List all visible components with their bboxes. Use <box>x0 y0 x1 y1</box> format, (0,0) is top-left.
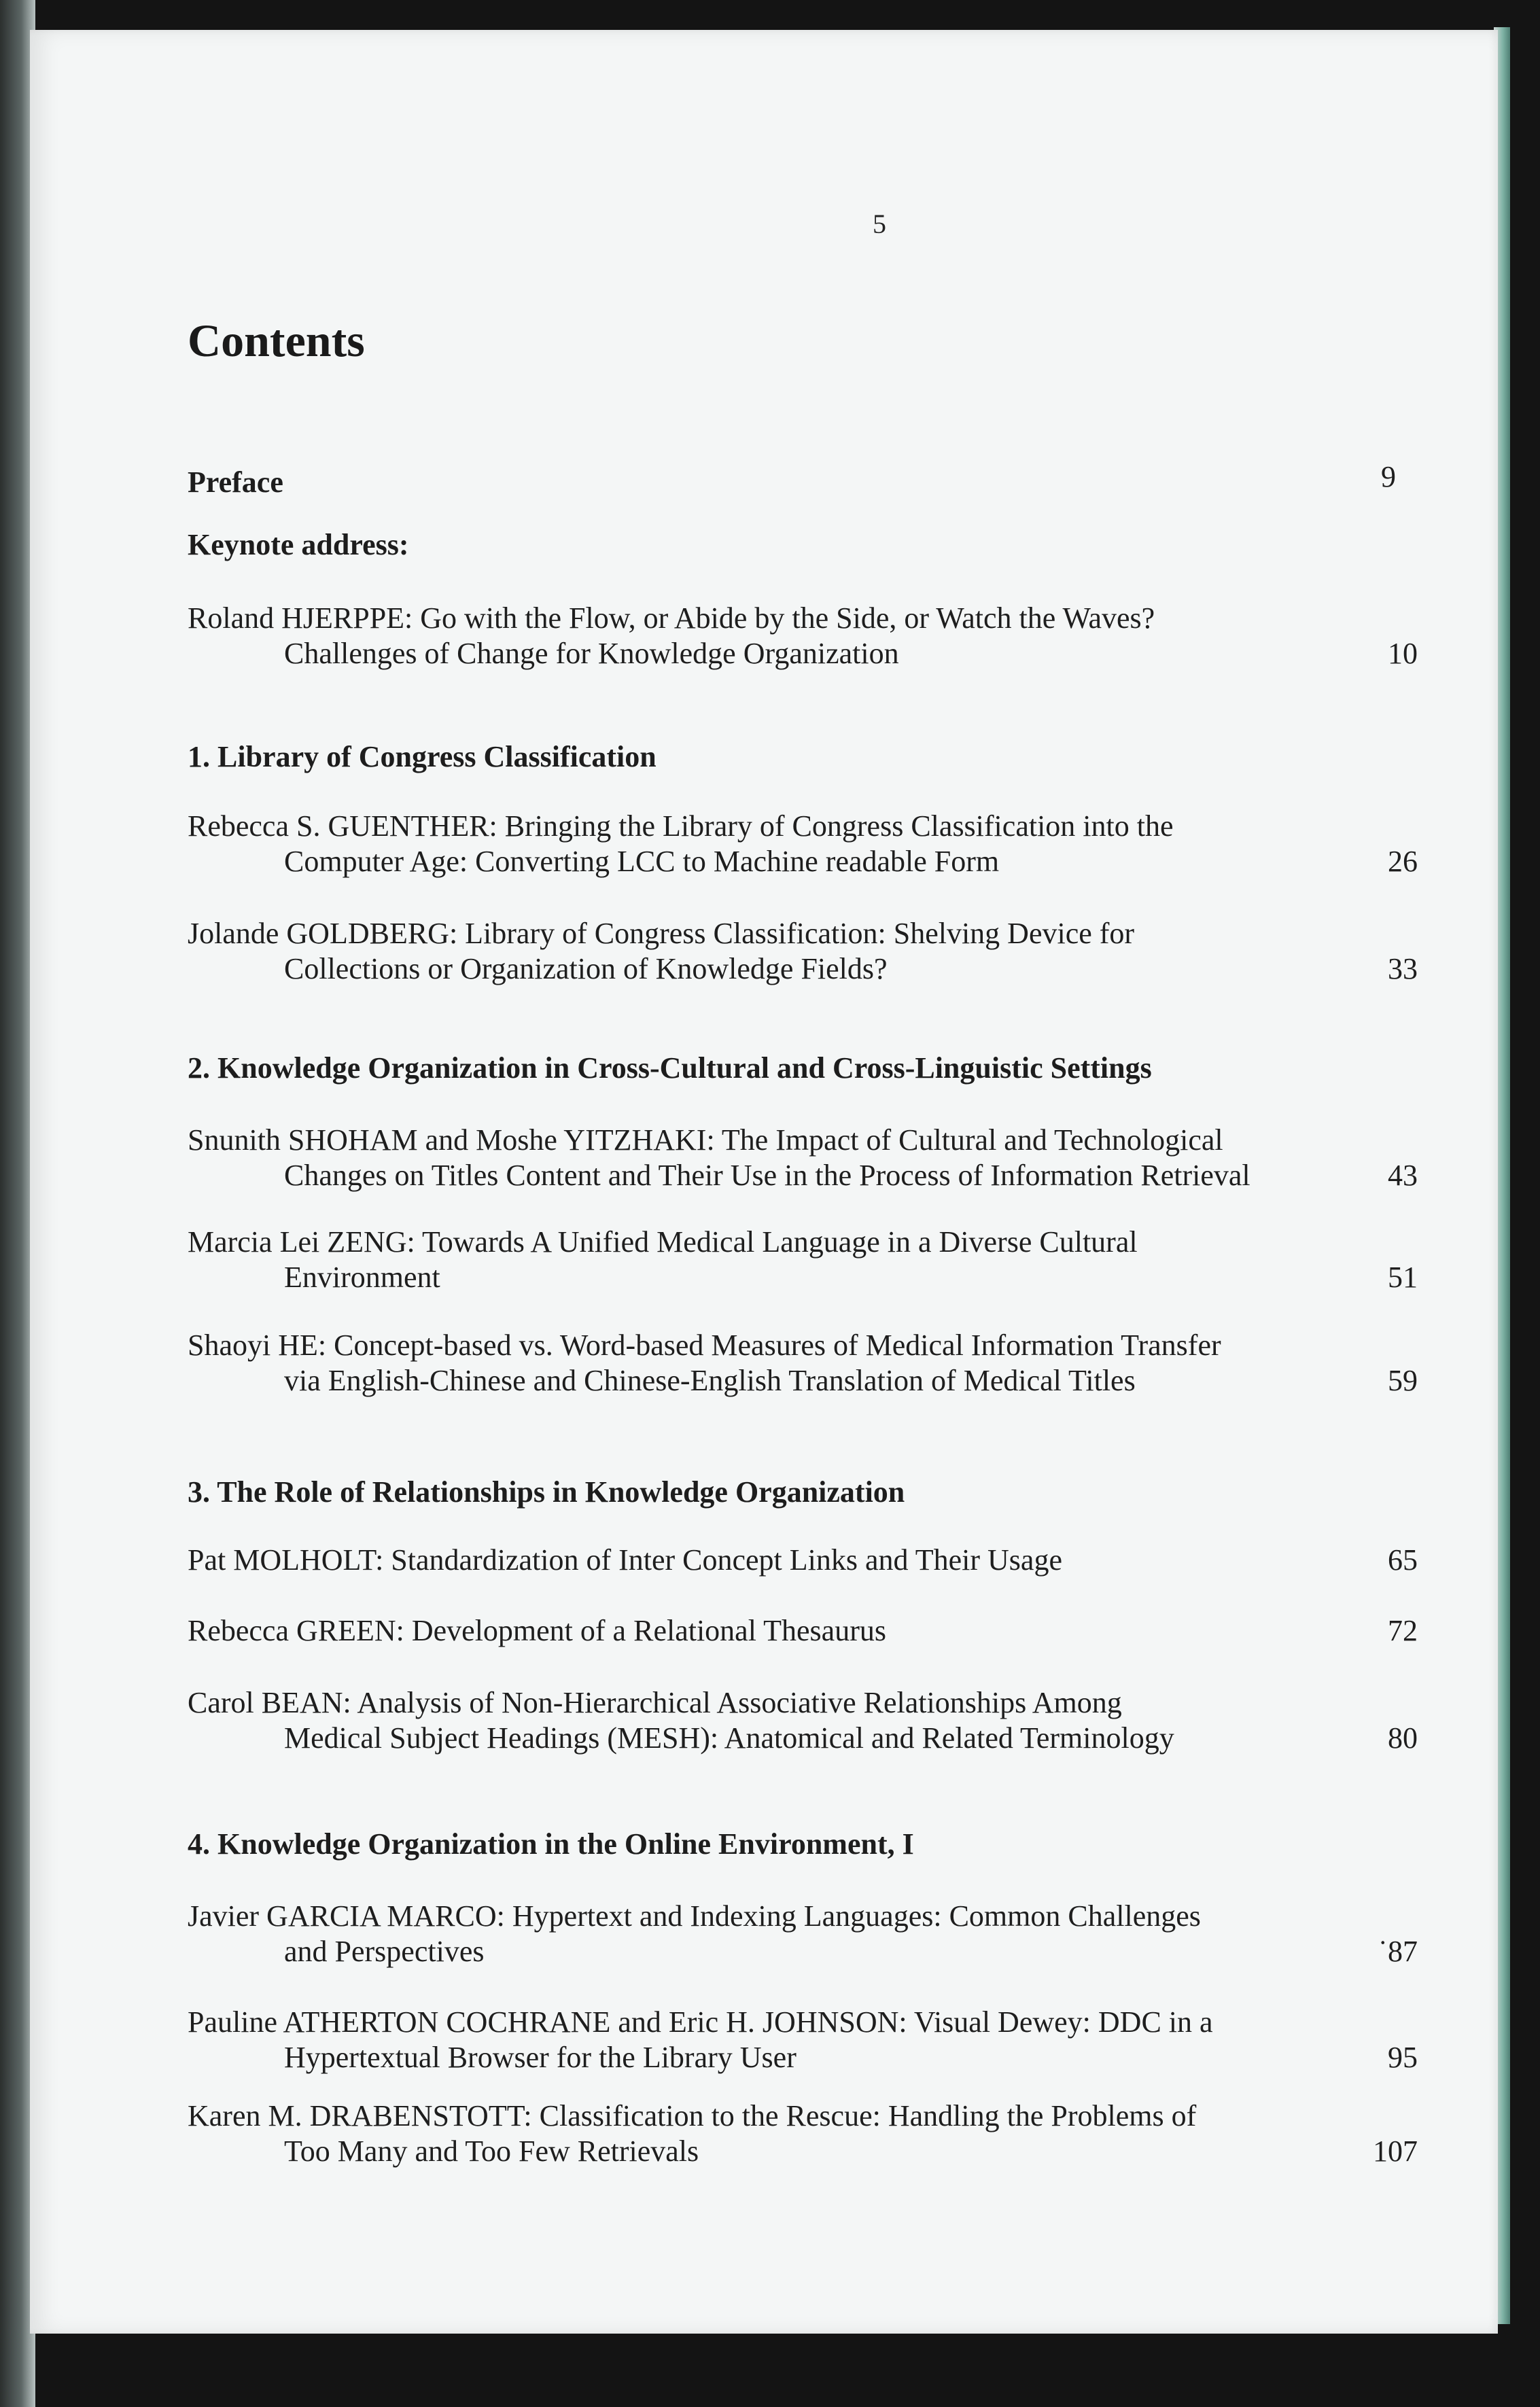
entry-line2: and Perspectives <box>284 1935 485 1968</box>
entry-line2: Hypertextual Browser for the Library User <box>284 2041 797 2074</box>
contents-title: Contents <box>188 315 365 366</box>
entry-line1: Rebecca S. GUENTHER: Bringing the Library of Congress Classification into the <box>188 809 1174 843</box>
entry-line1: Javier GARCIA MARCO: Hypertext and Indexing Languages: Common Challenges <box>188 1899 1201 1933</box>
entry-line2: Environment <box>284 1261 440 1294</box>
entry-line1: Shaoyi HE: Concept-based vs. Word-based Measures of Medical Information Transfer <box>188 1329 1221 1362</box>
section-1-heading: 1. Library of Congress Classification <box>188 740 657 773</box>
toc-entry-atherton-cochrane[interactable] <box>188 2005 1431 2075</box>
entry-line2: via English-Chinese and Chinese-English Translation of Medical Titles <box>284 1364 1136 1397</box>
entry-page: 72 <box>1388 1614 1418 1647</box>
toc-entry-zeng[interactable] <box>188 1225 1431 1295</box>
entry-line1: Pauline ATHERTON COCHRANE and Eric H. JOHNSON: Visual Dewey: DDC in a <box>188 2005 1213 2039</box>
toc-entry-green[interactable] <box>188 1613 1431 1649</box>
section-4-heading: 4. Knowledge Organization in the Online Environment, I <box>188 1827 914 1861</box>
toc-entry-guenther[interactable] <box>188 809 1431 879</box>
entry-page: 65 <box>1388 1543 1418 1577</box>
toc-entry-molholt[interactable] <box>188 1543 1431 1578</box>
keynote-heading: Keynote address: <box>188 528 409 561</box>
entry-page: ˙87 <box>1378 1935 1418 1968</box>
entry-line2: Computer Age: Converting LCC to Machine readable Form <box>284 845 1000 878</box>
page-number: 5 <box>873 209 886 239</box>
toc-entry-hjerppe[interactable] <box>188 601 1431 671</box>
toc-entry-garcia-marco[interactable] <box>188 1899 1431 1969</box>
entry-page: 10 <box>1388 637 1418 670</box>
entry-line1: Roland HJERPPE: Go with the Flow, or Abide by the Side, or Watch the Waves? <box>188 601 1155 635</box>
entry-page: 80 <box>1388 1721 1418 1755</box>
entry-line1: Jolande GOLDBERG: Library of Congress Classification: Shelving Device for <box>188 917 1135 950</box>
entry-line2: Medical Subject Headings (MESH): Anatomical and Related Terminology <box>284 1721 1174 1755</box>
section-2-heading: 2. Knowledge Organization in Cross-Cultural and Cross-Linguistic Settings <box>188 1051 1152 1085</box>
entry-line1: Snunith SHOHAM and Moshe YITZHAKI: The Impact of Cultural and Technological <box>188 1123 1223 1157</box>
entry-page: 26 <box>1388 845 1418 878</box>
preface-page: 9 <box>1381 460 1396 493</box>
toc-entry-drabenstott[interactable] <box>188 2098 1431 2169</box>
entry-page: 51 <box>1388 1261 1418 1294</box>
toc-entry-goldberg[interactable] <box>188 916 1431 987</box>
contents-page <box>30 30 1498 2334</box>
entry-line2: Changes on Titles Content and Their Use in the Process of Information Retrieval <box>284 1159 1250 1192</box>
toc-entry-shoham[interactable] <box>188 1123 1431 1193</box>
entry-page: 95 <box>1388 2041 1418 2074</box>
entry-line2: Too Many and Too Few Retrievals <box>284 2134 699 2168</box>
entry-line1: Marcia Lei ZENG: Towards A Unified Medical Language in a Diverse Cultural <box>188 1225 1138 1259</box>
entry-line2: Challenges of Change for Knowledge Organization <box>284 637 899 670</box>
toc-entry-he[interactable] <box>188 1328 1431 1399</box>
entry-line1: Carol BEAN: Analysis of Non-Hierarchical Associative Relationships Among <box>188 1686 1122 1719</box>
entry-page: 33 <box>1388 952 1418 985</box>
preface-label: Preface <box>188 465 283 499</box>
entry-page: 43 <box>1388 1159 1418 1192</box>
entry-line1: Pat MOLHOLT: Standardization of Inter Concept Links and Their Usage <box>188 1543 1062 1577</box>
entry-line1: Rebecca GREEN: Development of a Relational Thesaurus <box>188 1614 886 1647</box>
entry-page: 107 <box>1373 2134 1418 2168</box>
entry-line2: Collections or Organization of Knowledge Fields? <box>284 952 888 985</box>
entry-page: 59 <box>1388 1364 1418 1397</box>
toc-entry-bean[interactable] <box>188 1685 1431 1756</box>
entry-line1: Karen M. DRABENSTOTT: Classification to the Rescue: Handling the Problems of <box>188 2099 1197 2132</box>
section-3-heading: 3. The Role of Relationships in Knowledge Organization <box>188 1475 905 1509</box>
